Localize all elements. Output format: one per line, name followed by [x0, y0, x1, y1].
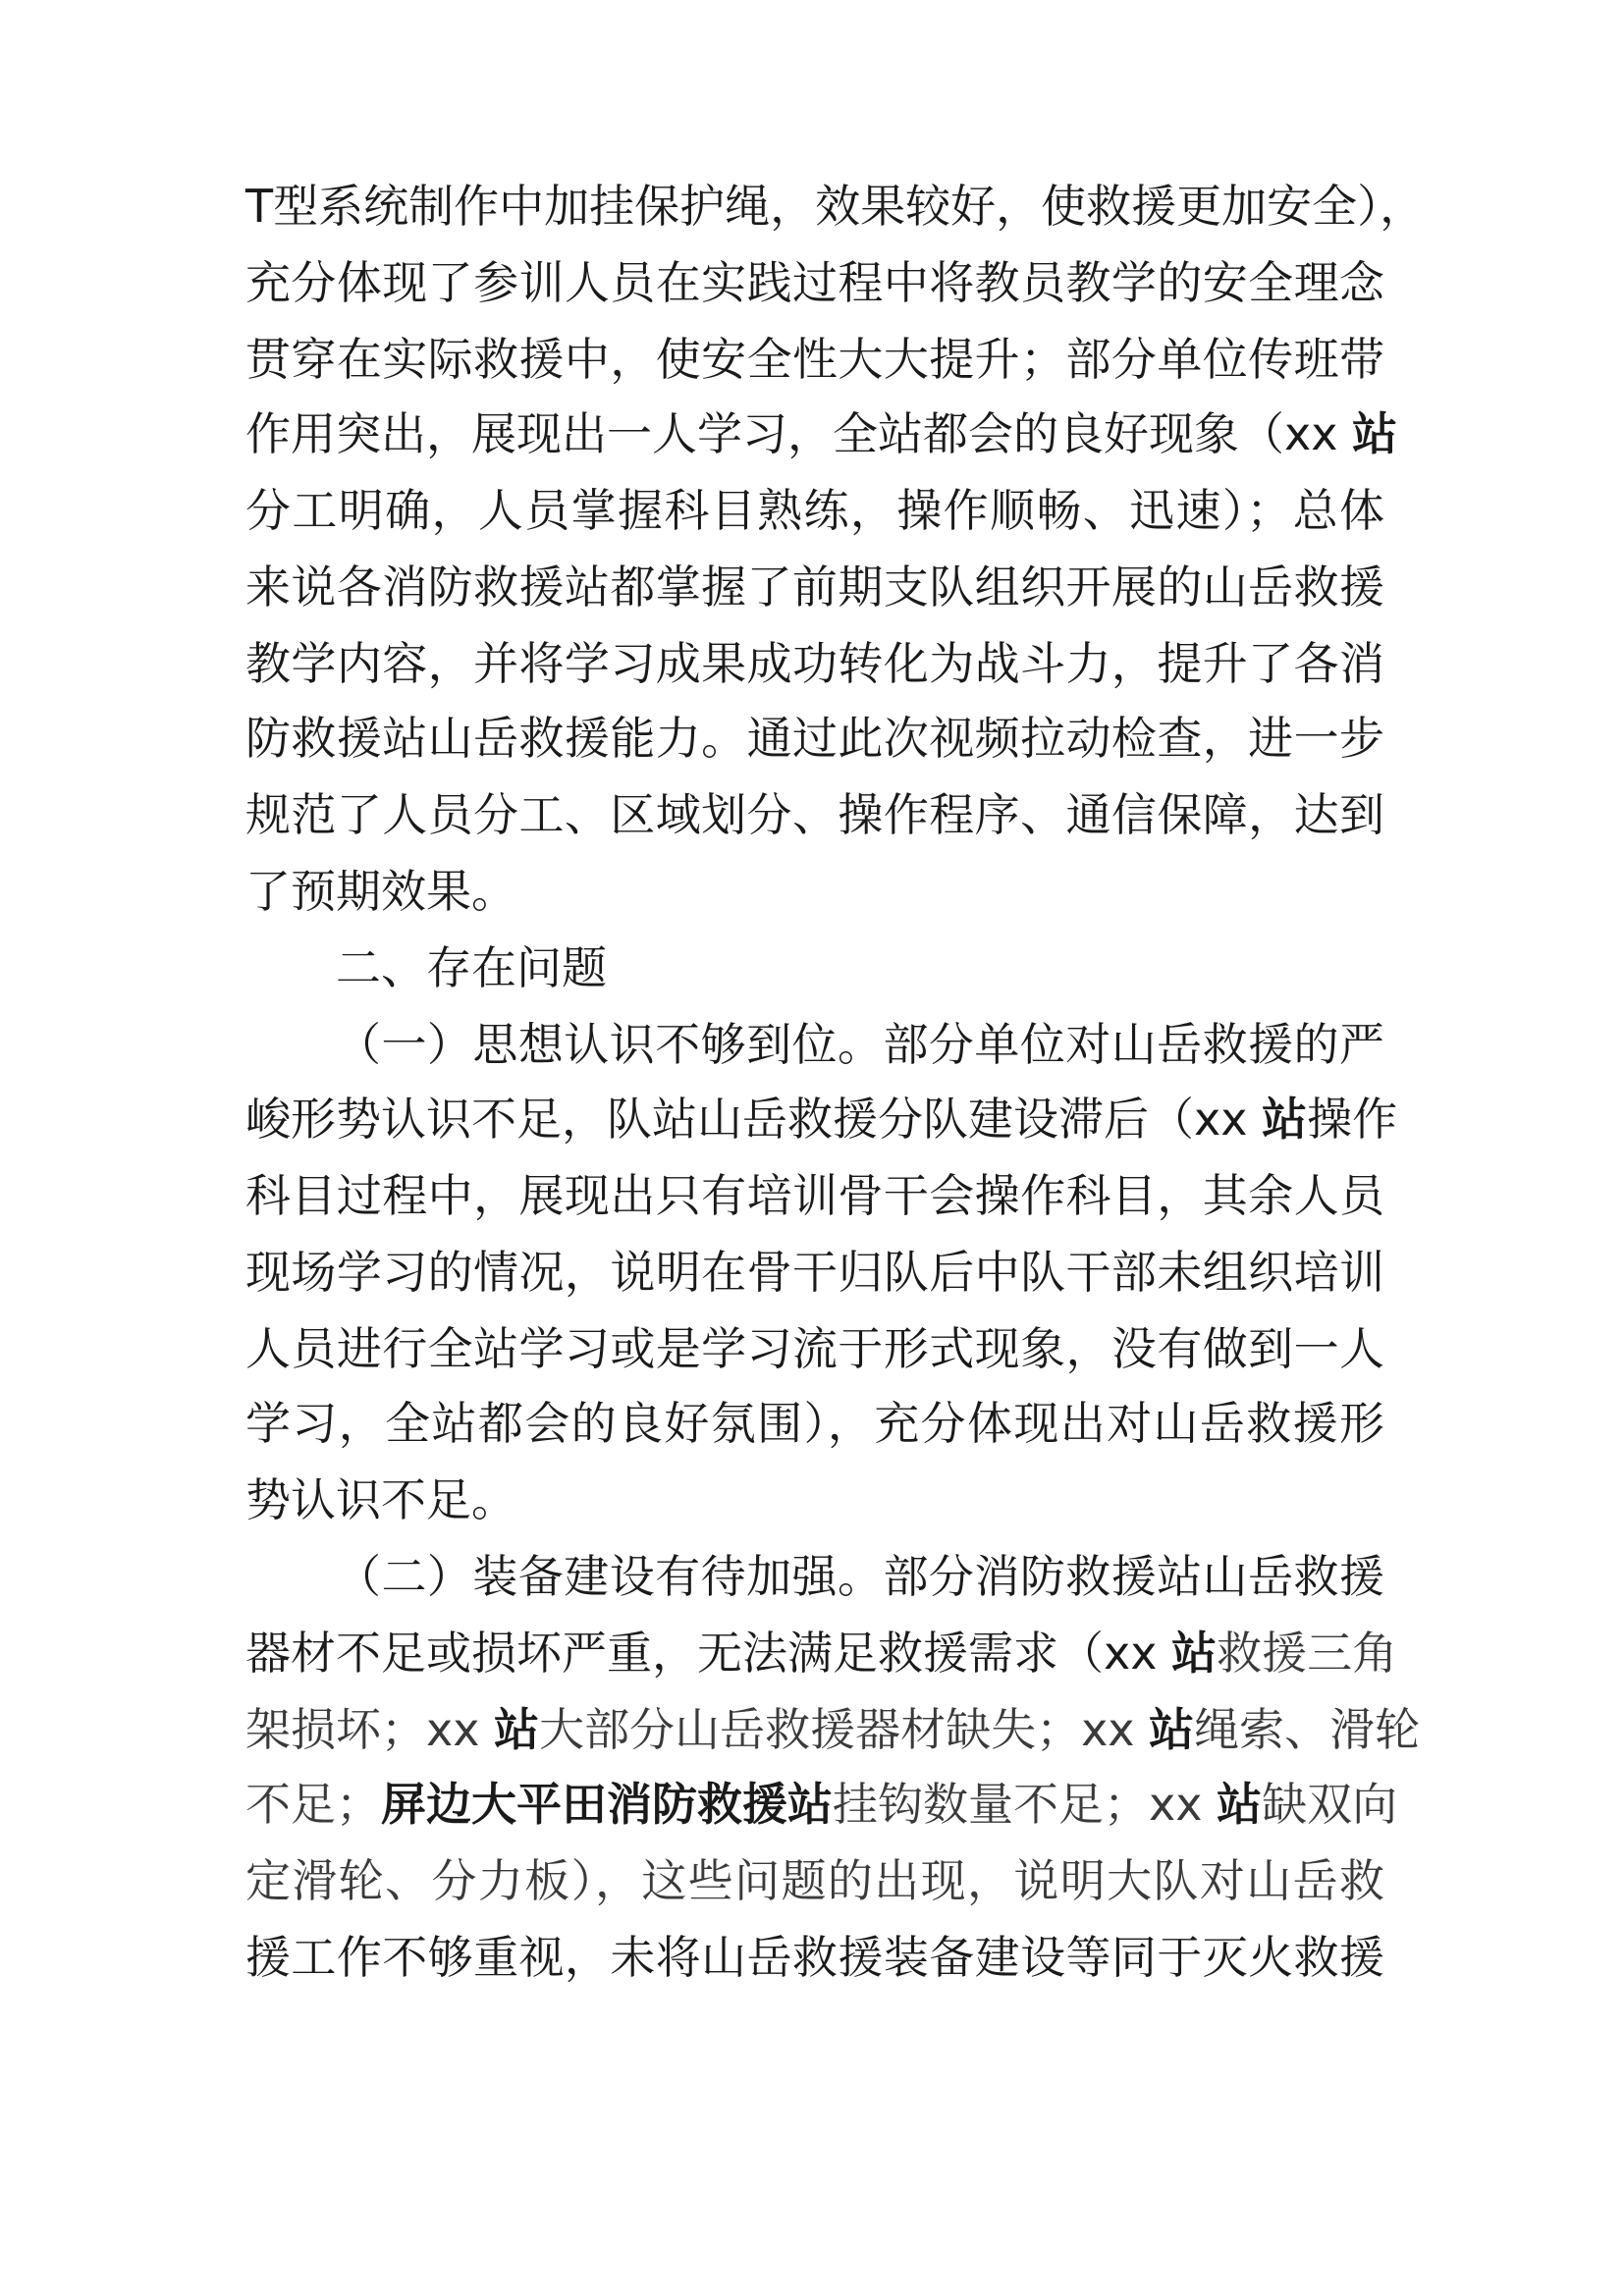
text-segment: 救援三角 — [1217, 1627, 1398, 1680]
text-line — [245, 560, 1384, 614]
bold-text-segment: 站 — [1171, 1627, 1218, 1680]
bold-text-segment: 站 — [1149, 1703, 1195, 1756]
text-line — [245, 406, 1398, 461]
text-segment: （二）装备建设有待加强。部分消防救援站山岳救援 — [336, 1550, 1384, 1603]
text-line — [245, 1396, 1384, 1451]
text-line — [245, 1092, 1398, 1147]
text-segment: 大部分山岳救援器材缺失；xx — [539, 1703, 1150, 1756]
text-line — [245, 711, 1384, 766]
text-segment: 峻形势认识不足，队站山岳救援分队建设滞后（xx — [245, 1093, 1263, 1146]
text-segment: 架损坏；xx — [245, 1703, 495, 1756]
text-line — [245, 864, 1384, 919]
text-line — [245, 332, 1384, 387]
text-segment: 势认识不足。 — [245, 1473, 516, 1526]
text-segment: 人员进行全站学习或是学习流于形式现象，没有做到一人 — [245, 1322, 1384, 1375]
bold-text-segment: 站 — [1352, 407, 1398, 460]
text-line — [245, 255, 1384, 310]
text-segment: 缺双向 — [1262, 1778, 1398, 1831]
text-segment: 器材不足或损坏严重，无法满足救援需求（xx — [245, 1627, 1172, 1680]
text-segment: 不足； — [245, 1778, 381, 1831]
text-segment: 规范了人员分工、区域划分、操作程序、通信保障，达到 — [245, 788, 1384, 841]
text-segment: 二、存在问题 — [336, 941, 607, 994]
text-line — [245, 1245, 1384, 1300]
text-line — [245, 1321, 1384, 1376]
text-segment: 绳索、滑轮 — [1194, 1703, 1421, 1756]
text-segment: 贯穿在实际救援中，使安全性大大提升；部分单位传班带 — [245, 333, 1384, 386]
text-line — [245, 1930, 1384, 1985]
text-line — [245, 636, 1384, 691]
text-segment: 教学内容，并将学习成果成功转化为战斗力，提升了各消 — [245, 637, 1384, 690]
text-segment: 防救援站山岳救援能力。通过此次视频拉动检查，进一步 — [245, 712, 1384, 765]
text-segment: 现场学习的情况，说明在骨干归队后中队干部未组织培训 — [245, 1246, 1384, 1299]
text-line — [336, 940, 1384, 995]
text-line — [336, 1549, 1384, 1604]
bold-text-segment: 站 — [1217, 1778, 1263, 1831]
bold-text-segment: 站 — [1262, 1093, 1308, 1146]
text-line — [245, 1777, 1398, 1832]
bold-text-segment: 站 — [494, 1703, 540, 1756]
text-segment: 分工明确，人员掌握科目熟练，操作顺畅、迅速）；总体 — [245, 484, 1384, 537]
text-segment: 来说各消防救援站都掌握了前期支队组织开展的山岳救援 — [245, 561, 1384, 614]
text-line — [245, 787, 1384, 842]
text-line — [245, 483, 1384, 538]
text-segment: 了预期效果。 — [245, 865, 516, 918]
text-segment: 作用突出，展现出一人学习，全站都会的良好现象（xx — [245, 407, 1353, 460]
text-line — [245, 1472, 1384, 1527]
bold-text-segment: 屏边大平田消防救援站 — [381, 1778, 833, 1831]
text-line — [336, 1017, 1384, 1072]
text-line — [245, 1626, 1398, 1681]
text-segment: 学习，全站都会的良好氛围），充分体现出对山岳救援形 — [245, 1397, 1384, 1450]
text-line — [245, 1702, 1421, 1757]
text-segment: T型系统制作中加挂保护绳，效果较好，使救援更加安全）， — [245, 180, 1426, 233]
text-segment: 援工作不够重视，未将山岳救援装备建设等同于灭火救援 — [245, 1931, 1384, 1984]
text-segment: （一）思想认识不够到位。部分单位对山岳救援的严 — [336, 1018, 1384, 1071]
text-line — [245, 1168, 1384, 1223]
text-segment: 操作 — [1307, 1093, 1398, 1146]
text-line — [245, 1853, 1384, 1908]
text-segment: 充分体现了参训人员在实践过程中将教员教学的安全理念 — [245, 256, 1384, 309]
text-line — [245, 179, 1426, 234]
text-segment: 定滑轮、分力板），这些问题的出现，说明大队对山岳救 — [245, 1854, 1384, 1907]
text-segment: 科目过程中，展现出只有培训骨干会操作科目，其余人员 — [245, 1169, 1384, 1222]
text-segment: 挂钩数量不足；xx — [833, 1778, 1218, 1831]
